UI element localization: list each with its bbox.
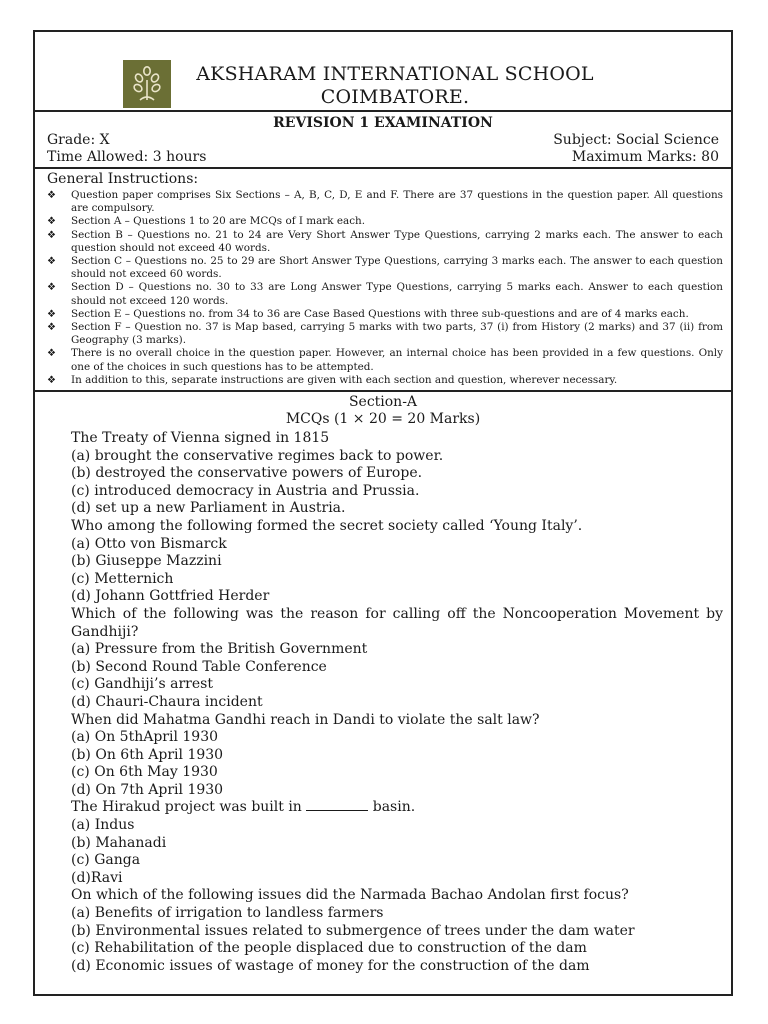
exam-paper (33, 30, 733, 996)
question (71, 518, 723, 606)
answer-option: (b) Mahanadi (71, 834, 167, 851)
answer-option: (c) Gandhiji’s arrest (71, 676, 213, 693)
questions-list (71, 430, 723, 975)
question (71, 606, 723, 712)
answer-option: (a) On 5thApril 1930 (71, 729, 219, 746)
diamond-bullet-icon: ❖ (47, 256, 56, 268)
answer-option: (d) On 7th April 1930 (71, 781, 224, 798)
diamond-bullet-icon: ❖ (47, 322, 56, 334)
instruction-item (47, 281, 723, 307)
instructions-list (47, 189, 723, 387)
question-text-end: basin. (372, 799, 416, 816)
diamond-bullet-icon: ❖ (47, 229, 56, 241)
section-a-title: Section-A (348, 394, 418, 410)
answer-option: (b) destroyed the conservative powers of Europe. (71, 465, 423, 482)
school-name (175, 63, 615, 109)
answer-option: (b) Second Round Table Conference (71, 658, 327, 675)
grade-label: Grade: X (47, 132, 110, 148)
diamond-bullet-icon: ❖ (47, 308, 56, 320)
exam-title: REVISION 1 EXAMINATION (273, 115, 493, 131)
question-text: Who among the following formed the secret society called ‘Young Italy’. (71, 517, 583, 534)
instruction-item (47, 347, 723, 373)
instruction-text: Section B – Questions no. 21 to 24 are Very Short Answer Type Questions, carrying 2 marks each. The answer to each question should not exceed 40 words. (71, 228, 723, 254)
answer-option: (d) set up a new Parliament in Austria. (71, 500, 346, 517)
diamond-bullet-icon: ❖ (47, 374, 56, 386)
answer-option: (d) Johann Gottfried Herder (71, 588, 270, 605)
answer-option: (b) Environmental issues related to submergence of trees under the dam water (71, 922, 635, 939)
answer-option: (c) On 6th May 1930 (71, 764, 218, 781)
instruction-text: In addition to this, separate instructions are given with each section and question, wherever necessary. (71, 373, 618, 386)
instruction-item (47, 321, 723, 347)
instruction-text: Section E – Questions no. from 34 to 36 are Case Based Questions with three sub-questions and are of 4 marks each. (71, 307, 689, 320)
answer-option: (a) Otto von Bismarck (71, 535, 227, 552)
question-text (71, 799, 723, 817)
tree-logo-icon (123, 60, 171, 108)
question (71, 799, 723, 887)
instruction-text: Section F – Question no. 37 is Map based, carrying 5 marks with two parts, 37 (i) from History (2 marks) and 37 (ii) from Geography (3 marks). (71, 321, 723, 347)
divider (35, 167, 731, 169)
answer-option: (d) Chauri-Chaura incident (71, 693, 263, 710)
answer-option: (c) introduced democracy in Austria and Prussia. (71, 482, 420, 499)
school-name-line1: AKSHARAM INTERNATIONAL SCHOOL (196, 63, 594, 85)
instruction-item (47, 229, 723, 255)
instruction-text: There is no overall choice in the question paper. However, an internal choice has been provided in a few questions. Only one of the choices in such questions has to be attempted. (71, 347, 723, 373)
instruction-text: Question paper comprises Six Sections – A, B, C, D, E and F. There are 37 questions in the question paper. All questions are compulsory. (71, 189, 723, 215)
subject-label: Subject: Social Science (553, 132, 719, 148)
question-text: On which of the following issues did the Narmada Bachao Andolan first focus? (71, 887, 629, 904)
fill-in-blank (306, 799, 368, 811)
instruction-item (47, 374, 723, 387)
instructions-title: General Instructions: (47, 171, 199, 187)
diamond-bullet-icon: ❖ (47, 190, 56, 201)
divider (35, 390, 731, 392)
answer-option: (a) Pressure from the British Government (71, 641, 368, 658)
answer-option: (c) Rehabilitation of the people displaced due to construction of the dam (71, 940, 587, 957)
diamond-bullet-icon: ❖ (47, 216, 56, 228)
diamond-bullet-icon: ❖ (47, 348, 56, 360)
answer-option: (d) Economic issues of wastage of money for the construction of the dam (71, 957, 590, 974)
question (71, 430, 723, 518)
question (71, 887, 723, 975)
instruction-item (47, 189, 723, 215)
school-name-line2: COIMBATORE. (320, 86, 470, 108)
answer-option: (b) On 6th April 1930 (71, 746, 224, 763)
instruction-item (47, 255, 723, 281)
question-text-start: The Hirakud project was built in (71, 799, 302, 816)
max-marks-label: Maximum Marks: 80 (571, 149, 719, 165)
diamond-bullet-icon: ❖ (47, 282, 56, 294)
instruction-text: Section A – Questions 1 to 20 are MCQs of I mark each. (71, 215, 366, 228)
answer-option: (d)Ravi (71, 869, 123, 886)
question (71, 712, 723, 800)
answer-option: (a) Indus (71, 817, 135, 834)
answer-option: (c) Metternich (71, 570, 174, 587)
instruction-text: Section D – Questions no. 30 to 33 are Long Answer Type Questions, carrying 5 marks each. Answer to each question should not exceed 120 words. (71, 281, 723, 307)
instruction-text: Section C – Questions no. 25 to 29 are Short Answer Type Questions, carrying 3 marks each. The answer to each question should not exceed 60 words. (71, 255, 723, 281)
answer-option: (b) Giuseppe Mazzini (71, 553, 222, 570)
question-text: Which of the following was the reason for calling off the Noncooperation Movement by Gandhiji? (71, 605, 723, 640)
instruction-item (47, 308, 723, 321)
section-a-subtitle: MCQs (1 × 20 = 20 Marks) (285, 411, 481, 427)
answer-option: (c) Ganga (71, 852, 141, 869)
question-text: When did Mahatma Gandhi reach in Dandi to violate the salt law? (71, 711, 540, 728)
instruction-item (47, 215, 723, 228)
answer-option: (a) brought the conservative regimes back to power. (71, 447, 444, 464)
answer-option: (a) Benefits of irrigation to landless farmers (71, 905, 384, 922)
time-allowed-label: Time Allowed: 3 hours (47, 149, 207, 165)
question-text: The Treaty of Vienna signed in 1815 (71, 430, 330, 446)
